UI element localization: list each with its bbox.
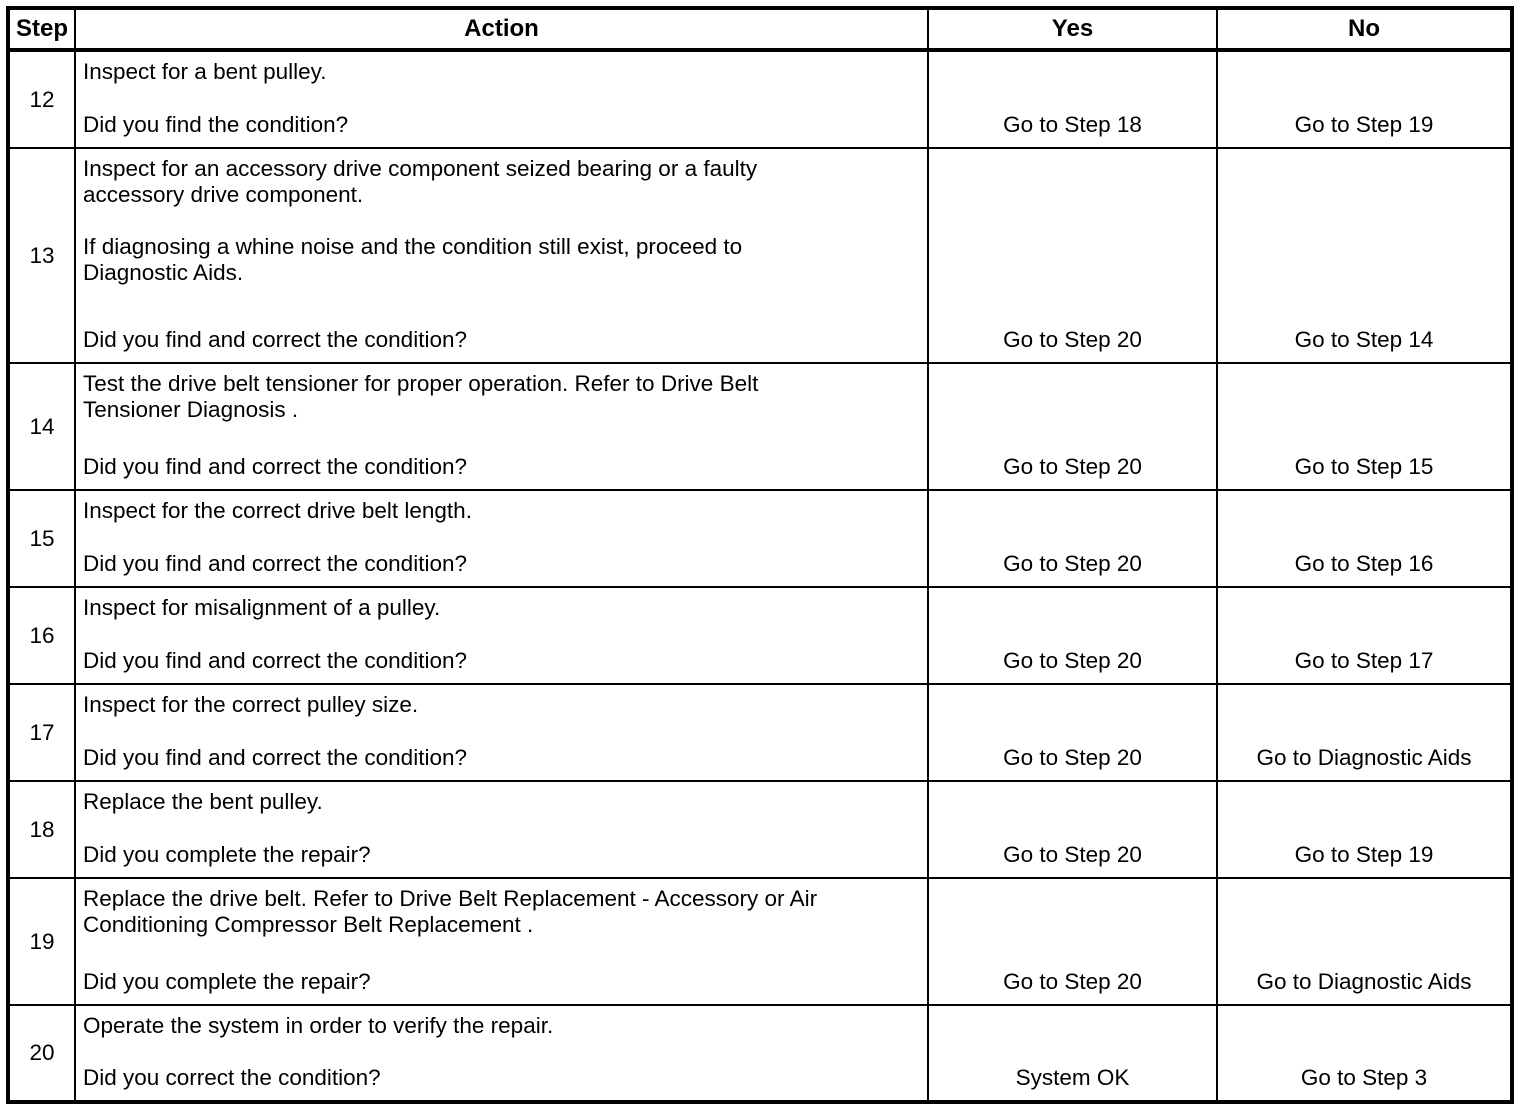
action-text: Inspect for misalignment of a pulley. <box>83 595 441 620</box>
no-answer <box>1218 782 1510 877</box>
action-question: Did you find and correct the condition? <box>83 327 467 352</box>
yes-answer <box>929 149 1216 362</box>
action-cell <box>76 1006 927 1100</box>
no-answer <box>1218 1006 1510 1100</box>
action-cell <box>76 364 927 489</box>
action-cell <box>76 879 927 1004</box>
no-answer-text: Go to Diagnostic Aids <box>1256 745 1472 770</box>
yes-answer <box>929 364 1216 489</box>
action-question: Did you complete the repair? <box>83 969 371 994</box>
action-text: Operate the system in order to verify the repair. <box>83 1013 554 1038</box>
no-answer-text: Go to Step 15 <box>1294 454 1434 479</box>
action-question: Did you find and correct the condition? <box>83 745 467 770</box>
no-answer <box>1218 588 1510 683</box>
yes-answer <box>929 1006 1216 1100</box>
action-cell <box>76 588 927 683</box>
step-number: 13 <box>10 149 74 362</box>
yes-answer-text: Go to Step 18 <box>1003 112 1142 137</box>
yes-answer <box>929 491 1216 586</box>
yes-answer <box>929 879 1216 1004</box>
action-question: Did you find the condition? <box>83 112 349 137</box>
no-answer-text: Go to Step 19 <box>1294 842 1434 867</box>
no-answer-text: Go to Step 19 <box>1294 112 1434 137</box>
step-number: 14 <box>10 364 74 489</box>
action-text: Inspect for a bent pulley. <box>83 59 327 84</box>
no-answer-text: Go to Step 3 <box>1300 1065 1428 1090</box>
yes-answer-text: Go to Step 20 <box>1003 745 1142 770</box>
action-text: Test the drive belt tensioner for proper operation. Refer to Drive Belt <box>83 371 759 396</box>
action-question: Did you find and correct the condition? <box>83 648 467 673</box>
column-header-action: Action <box>76 10 927 50</box>
action-cell <box>76 685 927 780</box>
action-text: Conditioning Compressor Belt Replacement . <box>83 912 534 937</box>
no-answer-text: Go to Step 17 <box>1294 648 1434 673</box>
action-question: Did you complete the repair? <box>83 842 371 867</box>
action-text: Inspect for the correct pulley size. <box>83 692 419 717</box>
step-number: 12 <box>10 52 74 147</box>
action-text: Replace the bent pulley. <box>83 789 323 814</box>
no-answer <box>1218 364 1510 489</box>
column-header-no: No <box>1218 10 1510 50</box>
yes-answer <box>929 685 1216 780</box>
action-text: accessory drive component. <box>83 182 364 207</box>
action-question: Did you find and correct the condition? <box>83 551 467 576</box>
diagnostic-steps-table <box>6 6 1514 1104</box>
action-question: Did you find and correct the condition? <box>83 454 467 479</box>
action-text: Tensioner Diagnosis . <box>83 397 299 422</box>
yes-answer <box>929 588 1216 683</box>
no-answer <box>1218 149 1510 362</box>
no-answer-text: Go to Step 16 <box>1294 551 1434 576</box>
yes-answer-text: Go to Step 20 <box>1003 327 1142 352</box>
action-cell <box>76 782 927 877</box>
step-number: 17 <box>10 685 74 780</box>
step-number: 15 <box>10 491 74 586</box>
column-header-step: Step <box>10 10 74 50</box>
action-text: Replace the drive belt. Refer to Drive Belt Replacement - Accessory or Air <box>83 886 818 911</box>
yes-answer-text: Go to Step 20 <box>1003 842 1142 867</box>
step-number: 19 <box>10 879 74 1004</box>
step-number: 20 <box>10 1006 74 1100</box>
action-text: Inspect for an accessory drive component seized bearing or a faulty <box>83 156 758 181</box>
yes-answer-text: Go to Step 20 <box>1003 648 1142 673</box>
step-number: 18 <box>10 782 74 877</box>
action-text: Diagnostic Aids. <box>83 260 244 285</box>
yes-answer-text: Go to Step 20 <box>1003 454 1142 479</box>
yes-answer-text: Go to Step 20 <box>1003 969 1142 994</box>
column-header-yes: Yes <box>929 10 1216 50</box>
no-answer-text: Go to Diagnostic Aids <box>1256 969 1472 994</box>
action-cell <box>76 491 927 586</box>
no-answer <box>1218 879 1510 1004</box>
action-text-spacer <box>83 208 923 234</box>
action-cell <box>76 149 927 362</box>
yes-answer <box>929 782 1216 877</box>
action-question: Did you correct the condition? <box>83 1065 381 1090</box>
no-answer <box>1218 52 1510 147</box>
yes-answer-text: Go to Step 20 <box>1003 551 1142 576</box>
action-text: If diagnosing a whine noise and the condition still exist, proceed to <box>83 234 743 259</box>
yes-answer-text: System OK <box>1015 1065 1130 1090</box>
yes-answer <box>929 52 1216 147</box>
no-answer-text: Go to Step 14 <box>1294 327 1434 352</box>
action-cell <box>76 52 927 147</box>
action-text: Inspect for the correct drive belt length. <box>83 498 472 523</box>
no-answer <box>1218 491 1510 586</box>
no-answer <box>1218 685 1510 780</box>
step-number: 16 <box>10 588 74 683</box>
